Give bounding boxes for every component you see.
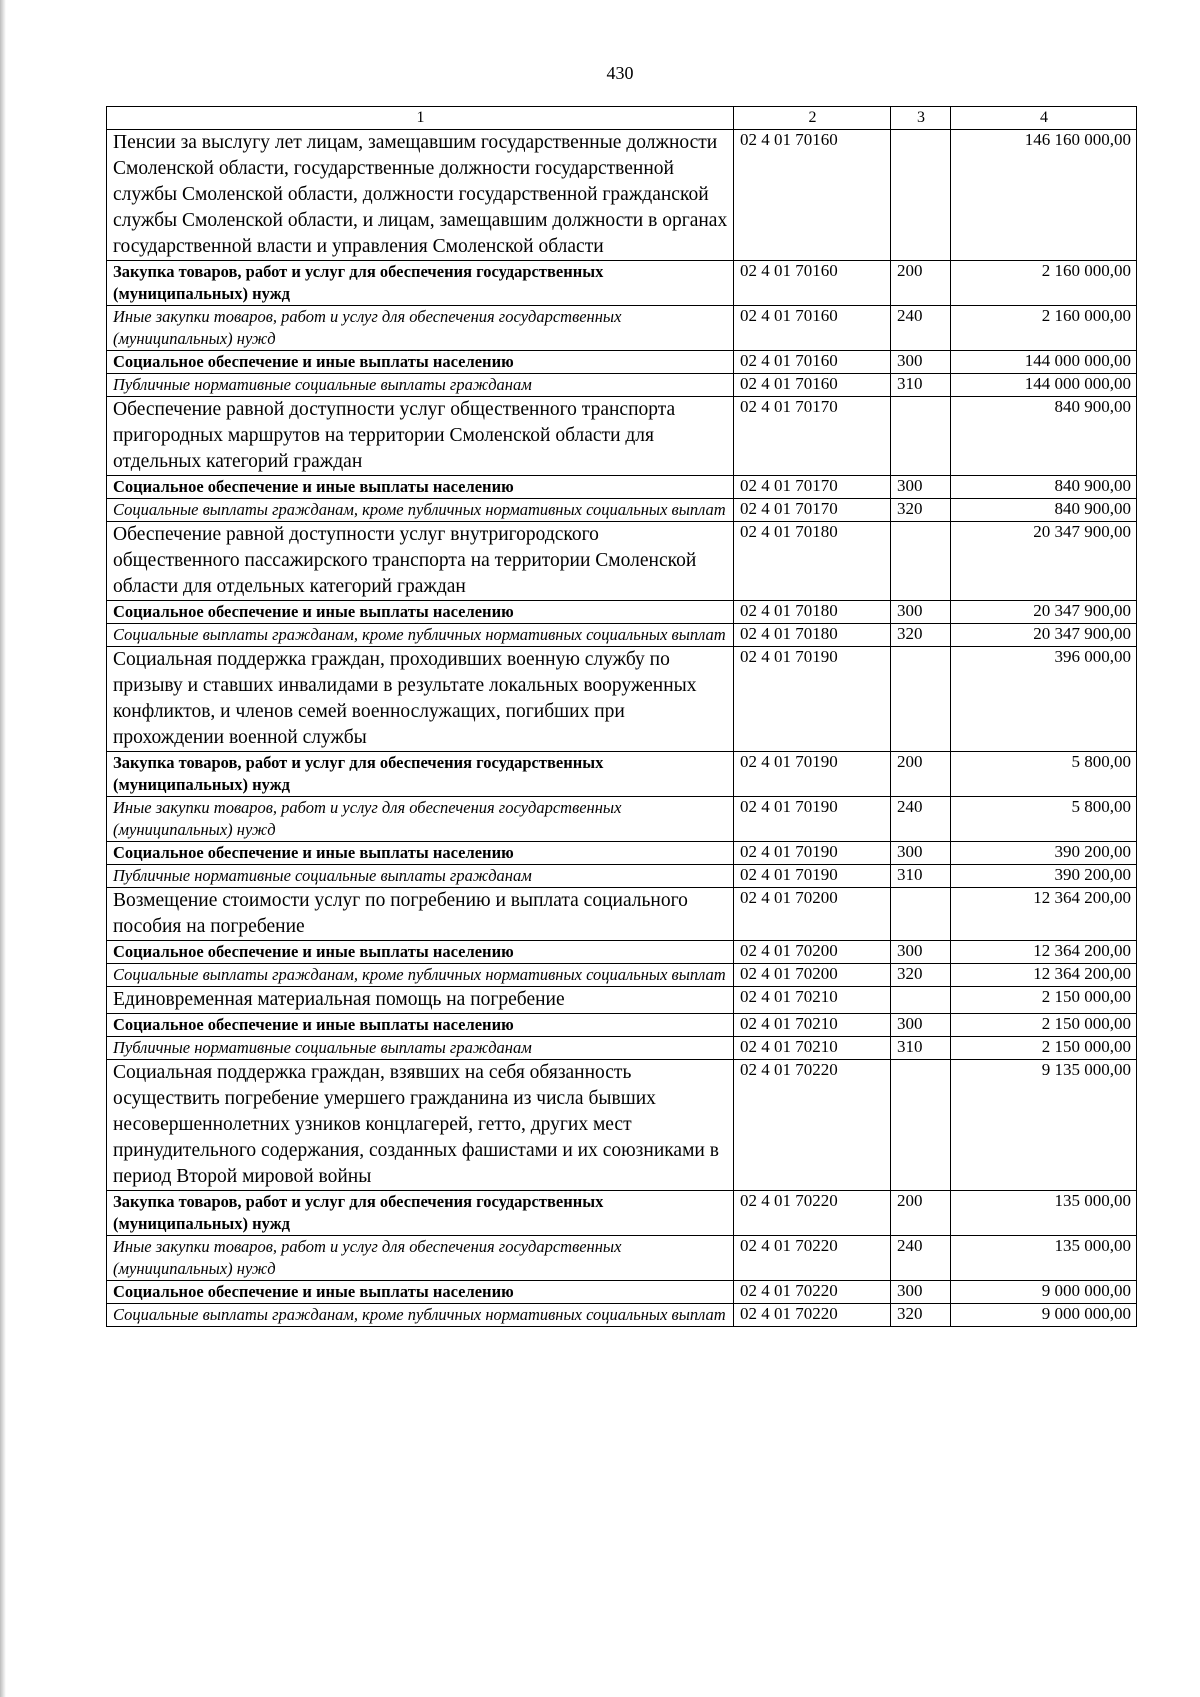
table-row: [107, 1060, 1137, 1191]
row-code-cell: 02 4 01 70220: [734, 1236, 891, 1281]
row-code-cell: 02 4 01 70160: [734, 374, 891, 397]
row-amount-cell: 840 900,00: [951, 397, 1137, 476]
row-type-cell: 240: [891, 797, 951, 842]
header-cell-amount: 4: [951, 107, 1137, 130]
budget-table: [106, 106, 1137, 1327]
row-type-cell: [891, 397, 951, 476]
row-amount-cell: 390 200,00: [951, 842, 1137, 865]
table-row: [107, 499, 1137, 522]
table-row: [107, 1191, 1137, 1236]
row-name-cell: Публичные нормативные социальные выплаты гражданам: [107, 1037, 734, 1060]
row-amount-cell: 12 364 200,00: [951, 941, 1137, 964]
row-name-cell: Социальные выплаты гражданам, кроме публичных нормативных социальных выплат: [107, 964, 734, 987]
table-row: [107, 888, 1137, 941]
table-row: [107, 397, 1137, 476]
row-type-cell: 320: [891, 499, 951, 522]
table-row: [107, 1304, 1137, 1327]
row-code-cell: 02 4 01 70180: [734, 522, 891, 601]
row-amount-cell: 9 135 000,00: [951, 1060, 1137, 1191]
row-name-cell: Социальное обеспечение и иные выплаты населению: [107, 601, 734, 624]
row-code-cell: 02 4 01 70190: [734, 865, 891, 888]
row-code-cell: 02 4 01 70220: [734, 1060, 891, 1191]
row-amount-cell: 9 000 000,00: [951, 1281, 1137, 1304]
table-body: [107, 107, 1137, 1327]
row-amount-cell: 20 347 900,00: [951, 624, 1137, 647]
table-row: [107, 1014, 1137, 1037]
row-code-cell: 02 4 01 70170: [734, 499, 891, 522]
row-code-cell: 02 4 01 70190: [734, 647, 891, 752]
row-code-cell: 02 4 01 70190: [734, 797, 891, 842]
row-amount-cell: 2 160 000,00: [951, 306, 1137, 351]
row-type-cell: [891, 522, 951, 601]
row-name-cell: Обеспечение равной доступности услуг внутригородского общественного пассажирского транспорта на территории Смоленской области для отдельных категорий граждан: [107, 522, 734, 601]
row-name-cell: Обеспечение равной доступности услуг общественного транспорта пригородных маршрутов на территории Смоленской области для отдельных категорий граждан: [107, 397, 734, 476]
row-amount-cell: 135 000,00: [951, 1236, 1137, 1281]
table-row: [107, 601, 1137, 624]
row-type-cell: 200: [891, 752, 951, 797]
row-name-cell: Закупка товаров, работ и услуг для обеспечения государственных (муниципальных) нужд: [107, 261, 734, 306]
row-code-cell: 02 4 01 70170: [734, 476, 891, 499]
row-amount-cell: 20 347 900,00: [951, 522, 1137, 601]
row-amount-cell: 2 150 000,00: [951, 987, 1137, 1014]
row-name-cell: Социальная поддержка граждан, взявших на себя обязанность осуществить погребение умершего гражданина из числа бывших несовершеннолетних узников концлагерей, гетто, других мест принудительного содержания, созданных фашистами и их союзниками в период Второй мировой войны: [107, 1060, 734, 1191]
table-row: [107, 476, 1137, 499]
row-amount-cell: 9 000 000,00: [951, 1304, 1137, 1327]
table-row: [107, 941, 1137, 964]
row-code-cell: 02 4 01 70210: [734, 987, 891, 1014]
header-cell-name: 1: [107, 107, 734, 130]
table-row: [107, 261, 1137, 306]
row-name-cell: Социальное обеспечение и иные выплаты населению: [107, 476, 734, 499]
row-name-cell: Иные закупки товаров, работ и услуг для обеспечения государственных (муниципальных) нужд: [107, 797, 734, 842]
row-type-cell: [891, 130, 951, 261]
table-row: [107, 130, 1137, 261]
table-row: [107, 647, 1137, 752]
table-row: [107, 797, 1137, 842]
row-amount-cell: 144 000 000,00: [951, 374, 1137, 397]
row-type-cell: [891, 888, 951, 941]
row-name-cell: Возмещение стоимости услуг по погребению и выплата социального пособия на погребение: [107, 888, 734, 941]
row-amount-cell: 2 160 000,00: [951, 261, 1137, 306]
row-code-cell: 02 4 01 70180: [734, 601, 891, 624]
table-row: [107, 987, 1137, 1014]
row-code-cell: 02 4 01 70160: [734, 306, 891, 351]
row-amount-cell: 144 000 000,00: [951, 351, 1137, 374]
row-amount-cell: 2 150 000,00: [951, 1014, 1137, 1037]
row-name-cell: Публичные нормативные социальные выплаты гражданам: [107, 374, 734, 397]
row-type-cell: 300: [891, 1014, 951, 1037]
row-type-cell: [891, 1060, 951, 1191]
row-name-cell: Социальная поддержка граждан, проходивших военную службу по призыву и ставших инвалидами в результате локальных вооруженных конфликтов, и членов семей военнослужащих, погибших при прохождении военной службы: [107, 647, 734, 752]
scan-edge-shadow: [0, 0, 6, 1697]
row-name-cell: Социальное обеспечение и иные выплаты населению: [107, 1281, 734, 1304]
page-number: 430: [606, 63, 634, 83]
row-type-cell: 300: [891, 842, 951, 865]
row-type-cell: 240: [891, 1236, 951, 1281]
row-code-cell: 02 4 01 70160: [734, 351, 891, 374]
row-amount-cell: 390 200,00: [951, 865, 1137, 888]
table-row: [107, 1281, 1137, 1304]
row-amount-cell: 2 150 000,00: [951, 1037, 1137, 1060]
row-code-cell: 02 4 01 70160: [734, 130, 891, 261]
row-type-cell: [891, 987, 951, 1014]
table-row: [107, 1236, 1137, 1281]
row-code-cell: 02 4 01 70190: [734, 842, 891, 865]
row-type-cell: [891, 647, 951, 752]
row-amount-cell: 840 900,00: [951, 476, 1137, 499]
row-code-cell: 02 4 01 70180: [734, 624, 891, 647]
row-type-cell: 320: [891, 1304, 951, 1327]
row-code-cell: 02 4 01 70200: [734, 941, 891, 964]
row-name-cell: Единовременная материальная помощь на погребение: [107, 987, 734, 1014]
row-name-cell: Социальное обеспечение и иные выплаты населению: [107, 842, 734, 865]
header-cell-type: 3: [891, 107, 951, 130]
table-row: [107, 624, 1137, 647]
header-row: [107, 107, 1137, 130]
row-code-cell: 02 4 01 70220: [734, 1281, 891, 1304]
row-amount-cell: 146 160 000,00: [951, 130, 1137, 261]
table-row: [107, 306, 1137, 351]
row-name-cell: Закупка товаров, работ и услуг для обеспечения государственных (муниципальных) нужд: [107, 1191, 734, 1236]
row-type-cell: 310: [891, 865, 951, 888]
row-code-cell: 02 4 01 70220: [734, 1191, 891, 1236]
table-row: [107, 522, 1137, 601]
row-type-cell: 310: [891, 1037, 951, 1060]
row-type-cell: 320: [891, 624, 951, 647]
row-type-cell: 300: [891, 351, 951, 374]
row-type-cell: 240: [891, 306, 951, 351]
row-amount-cell: 12 364 200,00: [951, 888, 1137, 941]
row-amount-cell: 396 000,00: [951, 647, 1137, 752]
row-type-cell: 320: [891, 964, 951, 987]
table-row: [107, 964, 1137, 987]
row-type-cell: 200: [891, 1191, 951, 1236]
row-name-cell: Социальное обеспечение и иные выплаты населению: [107, 351, 734, 374]
row-name-cell: Иные закупки товаров, работ и услуг для обеспечения государственных (муниципальных) нужд: [107, 1236, 734, 1281]
row-amount-cell: 5 800,00: [951, 752, 1137, 797]
row-type-cell: 300: [891, 1281, 951, 1304]
header-cell-code: 2: [734, 107, 891, 130]
table-row: [107, 351, 1137, 374]
row-name-cell: Публичные нормативные социальные выплаты гражданам: [107, 865, 734, 888]
row-type-cell: 310: [891, 374, 951, 397]
row-type-cell: 200: [891, 261, 951, 306]
table-row: [107, 752, 1137, 797]
table-row: [107, 1037, 1137, 1060]
row-code-cell: 02 4 01 70200: [734, 964, 891, 987]
row-name-cell: Закупка товаров, работ и услуг для обеспечения государственных (муниципальных) нужд: [107, 752, 734, 797]
row-name-cell: Социальное обеспечение и иные выплаты населению: [107, 941, 734, 964]
row-name-cell: Пенсии за выслугу лет лицам, замещавшим государственные должности Смоленской области, государственные должности государственной службы Смоленской области, должности государственной гражданской службы Смоленской области, и лицам, замещавшим должности в органах государственной власти и управления Смоленской области: [107, 130, 734, 261]
row-type-cell: 300: [891, 476, 951, 499]
row-amount-cell: 135 000,00: [951, 1191, 1137, 1236]
row-code-cell: 02 4 01 70170: [734, 397, 891, 476]
table-row: [107, 842, 1137, 865]
row-name-cell: Социальные выплаты гражданам, кроме публичных нормативных социальных выплат: [107, 624, 734, 647]
row-code-cell: 02 4 01 70220: [734, 1304, 891, 1327]
row-amount-cell: 5 800,00: [951, 797, 1137, 842]
row-code-cell: 02 4 01 70190: [734, 752, 891, 797]
table-row: [107, 374, 1137, 397]
row-type-cell: 300: [891, 941, 951, 964]
row-code-cell: 02 4 01 70200: [734, 888, 891, 941]
row-name-cell: Социальные выплаты гражданам, кроме публичных нормативных социальных выплат: [107, 1304, 734, 1327]
row-amount-cell: 20 347 900,00: [951, 601, 1137, 624]
row-code-cell: 02 4 01 70160: [734, 261, 891, 306]
row-code-cell: 02 4 01 70210: [734, 1014, 891, 1037]
row-code-cell: 02 4 01 70210: [734, 1037, 891, 1060]
row-name-cell: Социальные выплаты гражданам, кроме публичных нормативных социальных выплат: [107, 499, 734, 522]
row-type-cell: 300: [891, 601, 951, 624]
row-amount-cell: 12 364 200,00: [951, 964, 1137, 987]
row-amount-cell: 840 900,00: [951, 499, 1137, 522]
table-row: [107, 865, 1137, 888]
row-name-cell: Социальное обеспечение и иные выплаты населению: [107, 1014, 734, 1037]
row-name-cell: Иные закупки товаров, работ и услуг для обеспечения государственных (муниципальных) нужд: [107, 306, 734, 351]
